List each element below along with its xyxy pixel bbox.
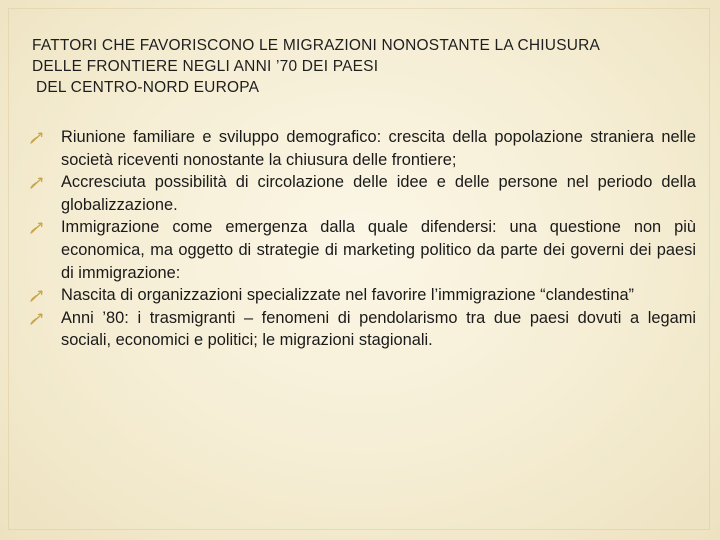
bullet-text: Accresciuta possibilità di circolazione delle idee e delle persone nel periodo della globalizzazione. (61, 173, 696, 214)
title-line: DELLE FRONTIERE NEGLI ANNI ’70 DEI PAESI (32, 58, 379, 75)
bullet-item (31, 126, 696, 171)
quill-arrow-icon (29, 176, 45, 190)
quill-arrow-icon (29, 131, 45, 145)
bullet-text: Nascita di organizzazioni specializzate nel favorire l’immigrazione “clandestina” (61, 286, 635, 305)
bullet-text: Riunione familiare e sviluppo demografico: crescita della popolazione straniera nelle società riceventi nonostante la chiusura delle frontiere; (61, 128, 696, 169)
bullet-list (31, 126, 696, 352)
bullet-item (31, 284, 696, 307)
bullet-item (31, 171, 696, 216)
quill-arrow-icon (29, 312, 45, 326)
title-line: FATTORI CHE FAVORISCONO LE MIGRAZIONI NONOSTANTE LA CHIUSURA (32, 37, 601, 54)
slide-title (32, 35, 692, 98)
bullet-text: Immigrazione come emergenza dalla quale difendersi: una questione non più economica, ma oggetto di strategie di marketing politico da parte dei governi dei paesi di immigrazione: (61, 218, 696, 282)
quill-arrow-icon (29, 221, 45, 235)
bullet-text: Anni ’80: i trasmigranti – fenomeni di pendolarismo tra due paesi dovuti a legami sociali, economici e politici; le migrazioni stagionali. (61, 308, 696, 350)
bullet-item (31, 307, 696, 352)
bullet-item (31, 216, 696, 284)
title-line: DEL CENTRO-NORD EUROPA (36, 79, 260, 96)
quill-arrow-icon (29, 289, 45, 303)
